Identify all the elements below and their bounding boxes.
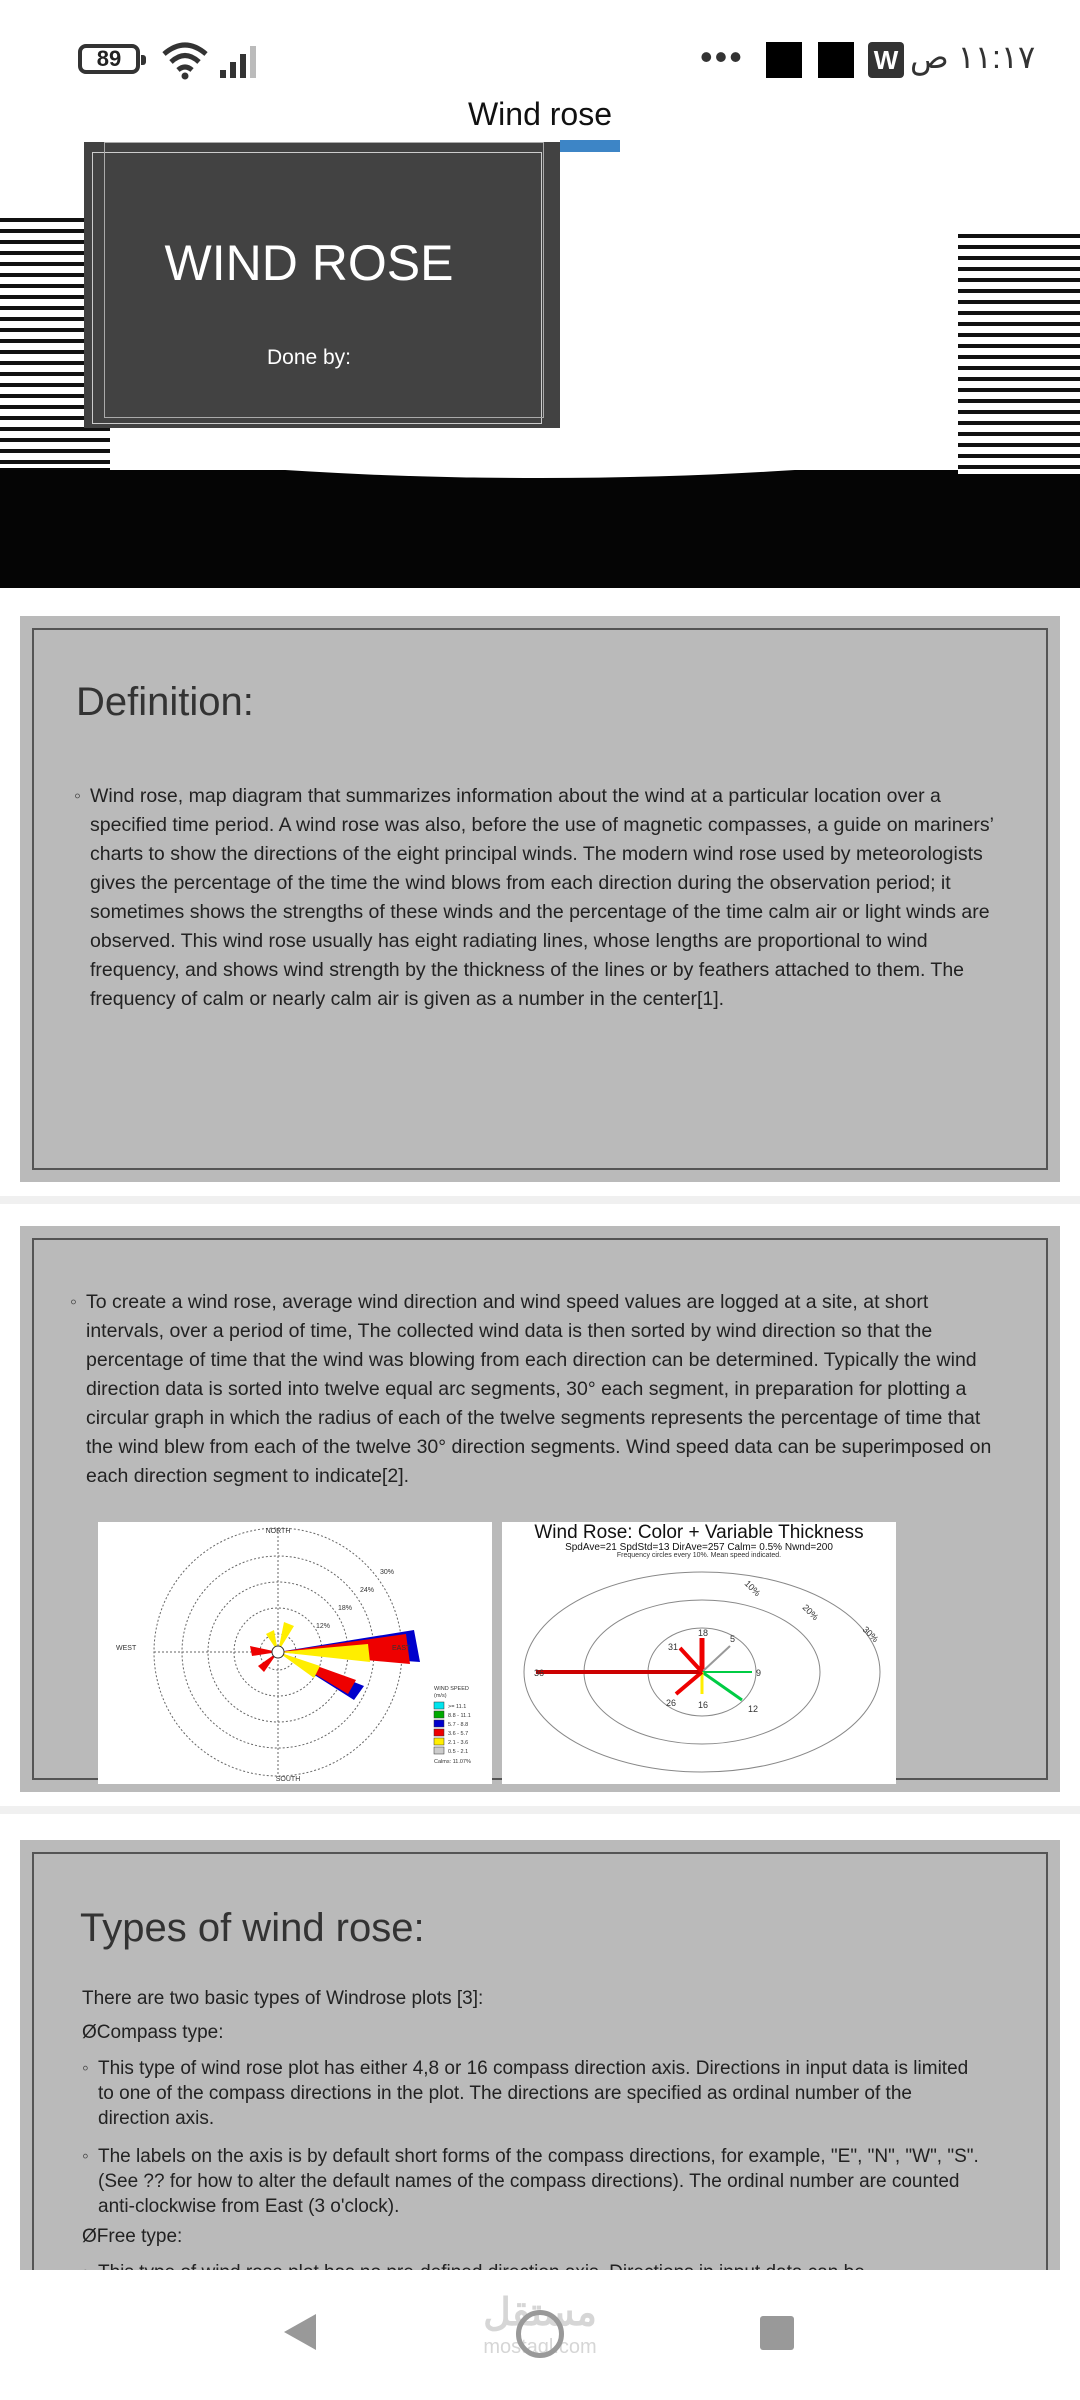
wifi-icon — [160, 40, 210, 80]
chart1-ring-label: 30% — [380, 1569, 395, 1576]
slide-frame — [32, 1238, 1048, 1783]
watermark-url: mostaql.com — [483, 2336, 597, 2358]
battery-icon: 89 — [78, 44, 140, 74]
speed-label: 16 — [698, 1700, 709, 1710]
ring-label: 30% — [860, 1624, 881, 1645]
chart1-ring-label: 24% — [360, 1587, 375, 1594]
slide-3[interactable] — [20, 1226, 1060, 1792]
legend-swatch — [434, 1702, 444, 1709]
compass-labels-bullet: ◦ The labels on the axis is by default short forms of the compass directions, for example, "E", "N", "W", "S". (See ?? for how to alter the default names of the compass directions). The ordinal number are counted anti-clockwise from East (3 o'clock). — [82, 2144, 982, 2219]
chart1-south-label: SOUTH — [275, 1776, 301, 1783]
chart1-ring-label: 12% — [316, 1623, 331, 1630]
wind-rose-chart-1-svg — [98, 1522, 492, 1784]
chart2-title: Wind Rose: Color + Variable Thickness — [534, 1522, 864, 1543]
legend-label: 8.8 - 11.1 — [448, 1713, 471, 1719]
chart1-ring-label: 18% — [338, 1605, 353, 1612]
slide-title: WIND ROSE — [164, 235, 454, 291]
speed-label: 18 — [698, 1628, 709, 1638]
wind-line — [680, 1648, 702, 1672]
slide-heading: Types of wind rose: — [80, 1906, 425, 1950]
status-bar — [0, 0, 1080, 110]
speed-label: 26 — [666, 1698, 677, 1708]
chart2-subtitle: SpdAve=21 SpdStd=13 DirAve=257 Calm= 0.5% Nwnd=200 — [565, 1542, 833, 1553]
wind-rose-chart-2-svg — [502, 1522, 896, 1784]
types-intro: There are two basic types of Windrose plots [3]: — [82, 1988, 484, 2009]
watermark: مستقل — [483, 2292, 597, 2334]
definition-text: ◦ Wind rose, map diagram that summarizes information about the wind at a particular location over a specified time period. A wind rose was also, before the use of magnetic compasses, a guide on mariners’ charts to show the directions of the eight principal winds. The modern wind rose used by meteorologists gives the percentage of the time the wind blows from each direction during the observation period; it sometimes shows the strengths of these winds and the percentage of the time calm air or light winds are observed. This wind rose usually has eight radiating lines, whose lengths are proportional to wind frequency, and shows wind strength by the thickness of the lines or by feathers attached to them. The frequency of calm or nearly calm air is given as a number in the center[1]. — [74, 782, 1004, 1014]
legend-label: 2.1 - 3.6 — [448, 1740, 469, 1746]
method-text: ◦ To create a wind rose, average wind direction and wind speed values are logged at a site, at short intervals, over a period of time, The collected wind data is then sorted by wind direction so that the percentage of time that the wind was blowing from each direction can be determined. Typically the wind direction data is sorted into twelve equal arc segments, 30° each segment, in preparation for plotting a circular graph in which the radius of each of the twelve segments represents the percentage of time that the wind blew from each of the twelve 30° direction segments. Wind speed data can be superimposed on each direction segment to indicate[2]. — [70, 1288, 1000, 1491]
title-box — [84, 142, 560, 428]
decorative-stripes — [958, 234, 1080, 474]
back-icon[interactable] — [284, 2314, 316, 2350]
wind-line — [676, 1672, 702, 1694]
slide-separator — [0, 1806, 1080, 1814]
wps-icon: W — [868, 42, 904, 78]
legend-swatch — [434, 1711, 444, 1718]
slide-4[interactable] — [20, 1840, 1060, 2340]
navigation-bar — [0, 2270, 1080, 2400]
chart1-north-label: NORTH — [265, 1528, 291, 1535]
legend-calms: Calms: 11.07% — [434, 1759, 471, 1765]
decorative-tab — [560, 140, 620, 152]
slide-heading: Definition: — [76, 680, 254, 724]
legend-label: >= 11.1 — [448, 1704, 467, 1710]
legend-title: WIND SPEED — [434, 1686, 469, 1692]
speed-label: 31 — [668, 1642, 679, 1652]
chart1-east-label: EAST — [392, 1645, 411, 1652]
compass-type-label: ØCompass type: — [82, 2022, 224, 2043]
legend-swatch — [434, 1747, 444, 1754]
notification-icon — [766, 42, 802, 78]
chart1-west-label: WEST — [116, 1645, 137, 1652]
clock: ١١:١٧ ص — [910, 39, 1036, 75]
wind-rose-chart-2 — [502, 1522, 896, 1784]
signal-icon — [218, 42, 268, 78]
speed-label: 36 — [534, 1668, 545, 1678]
speed-label: 9 — [756, 1668, 762, 1678]
legend-swatch — [434, 1729, 444, 1736]
slide-2[interactable] — [20, 616, 1060, 1182]
notification-icon — [818, 42, 854, 78]
wind-line — [702, 1646, 730, 1672]
chart1-legend — [434, 1686, 471, 1765]
slide-subtitle: Done by: — [266, 346, 352, 369]
free-type-label: ØFree type: — [82, 2226, 183, 2247]
slide-1[interactable] — [0, 138, 1080, 588]
chart2-note: Frequency circles every 10%. Mean speed indicated. — [616, 1552, 782, 1559]
ring-label: 20% — [800, 1602, 821, 1623]
slide-frame — [32, 1852, 1048, 2328]
wind-line — [702, 1672, 742, 1700]
ring-label: 10% — [742, 1578, 763, 1599]
speed-label: 12 — [748, 1704, 759, 1714]
slide-separator — [0, 1196, 1080, 1204]
legend-swatch — [434, 1738, 444, 1745]
legend-swatch — [434, 1720, 444, 1727]
compass-type-bullet: ◦ This type of wind rose plot has either 4,8 or 16 compass direction axis. Directions in input data is limited to one of the compass directions in the plot. The directions are specified as ordinal number of the direction axis. — [82, 2056, 982, 2131]
slide-frame — [32, 628, 1048, 1170]
speed-label: 5 — [730, 1634, 736, 1644]
recents-icon[interactable] — [760, 2316, 794, 2350]
document-title: Wind rose — [467, 96, 613, 132]
wind-rose-chart-1 — [98, 1522, 492, 1784]
home-icon[interactable] — [516, 2310, 564, 2358]
legend-label: 0.5 - 2.1 — [448, 1749, 469, 1755]
legend-label: 3.6 - 5.7 — [448, 1731, 469, 1737]
legend-unit: (m/s) — [434, 1693, 447, 1699]
more-icon: ••• — [700, 36, 744, 77]
legend-label: 5.7 - 8.8 — [448, 1722, 469, 1728]
